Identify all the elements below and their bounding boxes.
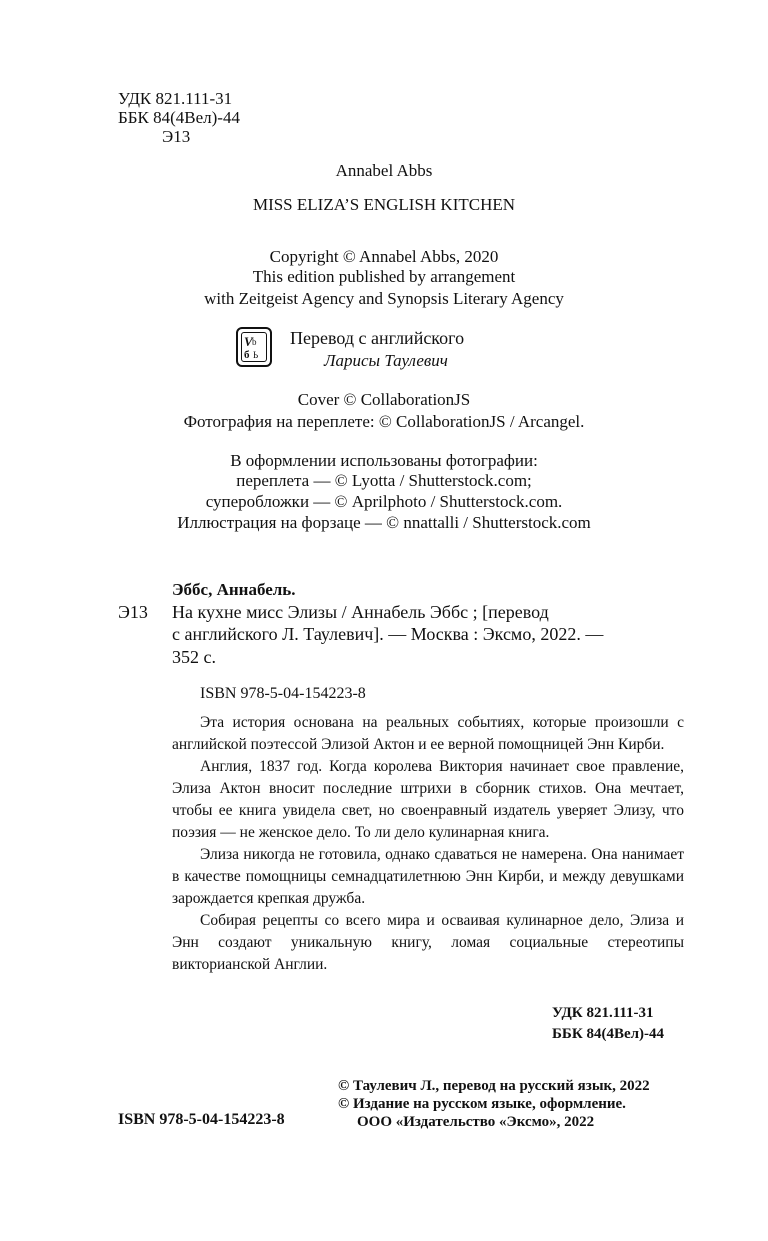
bib-pages: 352 с. <box>172 647 216 667</box>
bib-code: Э13 <box>118 602 148 622</box>
cover-credit: Cover © CollaborationJS <box>297 390 471 409</box>
bib-author: Эббс, Аннабель. <box>172 580 296 599</box>
translation-copyright: © Таулевич Л., перевод на русский язык, 2022 <box>338 1078 650 1094</box>
svg-text:Ь: Ь <box>253 350 259 360</box>
photo-credit-binding: переплета — © Lyotta / Shutterstock.com; <box>236 471 532 490</box>
bib-title-line: На кухне мисс Элизы / Аннабель Эббс ; [перевод <box>172 602 549 622</box>
translator-name: Ларисы Таулевич <box>324 351 448 370</box>
author-original: Annabel Abbs <box>335 161 433 180</box>
photo-credits-heading: В оформлении использованы фотографии: <box>230 451 538 470</box>
photo-credit-jacket: суперобложки — © Aprilphoto / Shutterstock.com. <box>205 492 563 511</box>
arrangement-line: This edition published by arrangement <box>252 267 516 286</box>
svg-text:б: б <box>244 349 250 361</box>
copyright-line: Copyright © Annabel Abbs, 2020 <box>269 247 499 266</box>
annotation-paragraph: Собирая рецепты со всего мира и осваивая кулинарное дело, Элиза и Энн создают уникальную книгу, ломая социальные стереотипы викторианской Англии. <box>172 912 684 973</box>
annotation-paragraph: Элиза никогда не готовила, однако сдаваться не намерена. Она нанимает в качестве помощницы семнадцатилетнюю Энн Кирби, и между девушками зарождается крепкая дружба. <box>172 846 684 907</box>
illustration-credit: Иллюстрация на форзаце — © nnattalli / Shutterstock.com <box>177 513 591 532</box>
binding-photo-credit: Фотография на переплете: © CollaborationJS / Arcangel. <box>183 412 585 431</box>
publisher-monogram-icon <box>236 327 272 367</box>
bib-publisher-line: с английского Л. Таулевич]. — Москва : Эксмо, 2022. — <box>172 624 604 644</box>
svg-text:b: b <box>252 337 257 347</box>
bbk-code: ББК 84(4Вел)-44 <box>118 108 240 127</box>
publisher-copyright: ООО «Издательство «Эксмо», 2022 <box>357 1114 595 1130</box>
agency-line: with Zeitgeist Agency and Synopsis Literary Agency <box>204 289 564 308</box>
edition-copyright: © Издание на русском языке, оформление. <box>338 1096 626 1112</box>
udk-code: УДК 821.111-31 <box>118 89 233 108</box>
svg-text:V: V <box>244 334 253 349</box>
annotation-paragraph: Англия, 1837 год. Когда королева Виктория начинает свое правление, Элиза Актон вносит последние штрихи в сборник стихов. Она мечтает, чтобы ее книга увидела свет, но своенравный издатель уверяет Элизу, что поэзия — не женское дело. То ли дело кулинарная книга. <box>172 758 684 841</box>
classification-udk: УДК 821.111-31 <box>552 1005 654 1021</box>
title-original: MISS ELIZA’S ENGLISH KITCHEN <box>252 195 516 214</box>
annotation <box>172 712 684 976</box>
bib-isbn: ISBN 978-5-04-154223-8 <box>200 685 366 702</box>
translation-label: Перевод с английского <box>290 328 465 348</box>
classification-bbk: ББК 84(4Вел)-44 <box>552 1026 665 1042</box>
annotation-paragraph: Эта история основана на реальных событиях, которые произошли с английской поэтессой Элизой Актон и ее верной помощницей Энн Кирби. <box>172 714 684 753</box>
footer-isbn: ISBN 978-5-04-154223-8 <box>118 1111 285 1128</box>
author-mark: Э13 <box>162 127 191 146</box>
